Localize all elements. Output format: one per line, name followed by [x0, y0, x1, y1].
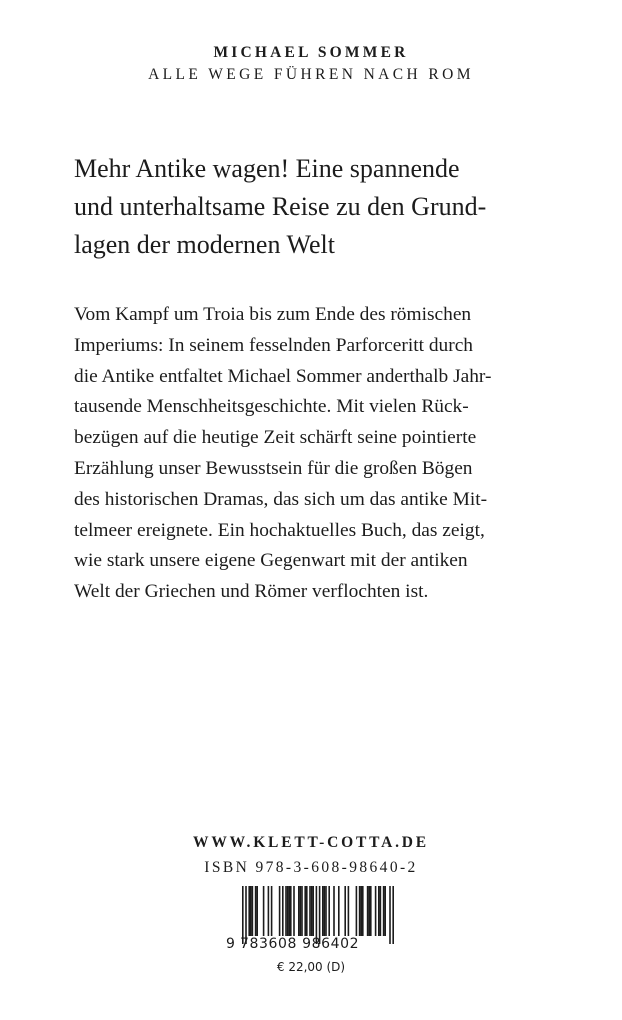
barcode-bar — [367, 886, 369, 936]
barcode-bar — [359, 886, 361, 936]
barcode-bar — [268, 886, 270, 936]
barcode-bar — [356, 886, 358, 936]
barcode-bar — [282, 886, 284, 936]
barcode-bar — [370, 886, 372, 936]
barcode-bar — [348, 886, 350, 936]
barcode-bar — [290, 886, 292, 936]
blurb-line: tausende Menschheitsgeschichte. Mit vielen Rück- — [74, 396, 469, 418]
barcode-remaining-digits: 783608 986402 — [240, 936, 360, 952]
barcode-bar — [362, 886, 364, 936]
barcode-bar — [383, 886, 385, 936]
barcode-bar — [252, 886, 254, 936]
blurb-line: Erzählung unser Bewusstsein für die großen Bögen — [74, 457, 473, 479]
barcode-bar — [378, 886, 380, 936]
barcode-bar — [250, 886, 252, 936]
blurb-line: Welt der Griechen und Römer verflochten ist. — [74, 581, 429, 603]
blurb-text — [74, 300, 554, 608]
barcode-bar — [293, 886, 295, 936]
barcode-bar — [306, 886, 308, 936]
barcode-bar — [288, 886, 290, 936]
barcode-bar — [312, 886, 314, 936]
barcode-bar — [380, 886, 382, 936]
publisher-website: WWW.KLETT-COTTA.DE — [193, 834, 429, 851]
barcode-bar — [325, 886, 327, 936]
barcode-bar — [301, 886, 303, 936]
isbn-number: ISBN 978-3-608-98640-2 — [204, 859, 418, 876]
barcode-bar — [298, 886, 300, 936]
barcode-bar — [271, 886, 273, 936]
blurb-line: die Antike entfaltet Michael Sommer anderthalb Jahr- — [74, 365, 492, 387]
headline — [74, 150, 574, 264]
barcode-bar — [256, 886, 258, 936]
blurb-line: telmeer ereignete. Ein hochaktuelles Buch, das zeigt, — [74, 519, 485, 541]
barcode-bar — [360, 886, 362, 936]
barcode-bar — [285, 886, 287, 936]
barcode-bar — [392, 886, 394, 944]
barcode-bar — [333, 886, 335, 936]
blurb-line: bezügen auf die heutige Zeit schärft seine pointierte — [74, 427, 477, 449]
barcode-bar — [255, 886, 257, 936]
barcode-bar — [324, 886, 326, 936]
barcode-bar — [375, 886, 377, 936]
barcode-bar — [287, 886, 289, 936]
headline-line: und unterhaltsame Reise zu den Grund- — [74, 192, 487, 221]
barcode-bar — [384, 886, 386, 936]
barcode-bar — [279, 886, 281, 936]
book-title: ALLE WEGE FÜHREN NACH ROM — [148, 66, 474, 83]
barcode-bar — [344, 886, 346, 936]
barcode-bar — [338, 886, 340, 936]
barcode-first-digit: 9 — [226, 936, 236, 952]
blurb-line: Vom Kampf um Troia bis zum Ende des römischen — [74, 304, 472, 325]
barcode-bar — [322, 886, 324, 936]
barcode-bar — [328, 886, 330, 936]
barcode-bar — [248, 886, 250, 936]
barcode-bar — [304, 886, 306, 936]
blurb-line: des historischen Dramas, das sich um das antike Mit- — [74, 488, 488, 510]
blurb-line: wie stark unsere eigene Gegenwart mit der antiken — [74, 550, 468, 572]
barcode-bar — [389, 886, 391, 944]
barcode-bar — [311, 886, 313, 936]
headline-line: lagen der modernen Welt — [74, 230, 335, 259]
headline-line: Mehr Antike wagen! Eine spannende — [74, 154, 460, 183]
barcode-bar — [309, 886, 311, 936]
barcode-bar — [263, 886, 265, 936]
price-label: € 22,00 (D) — [276, 960, 346, 974]
author-name: MICHAEL SOMMER — [213, 44, 409, 61]
barcode-bar — [368, 886, 370, 936]
barcode-bar — [300, 886, 302, 936]
blurb-line: Imperiums: In seinem fesselnden Parforceritt durch — [74, 334, 473, 356]
